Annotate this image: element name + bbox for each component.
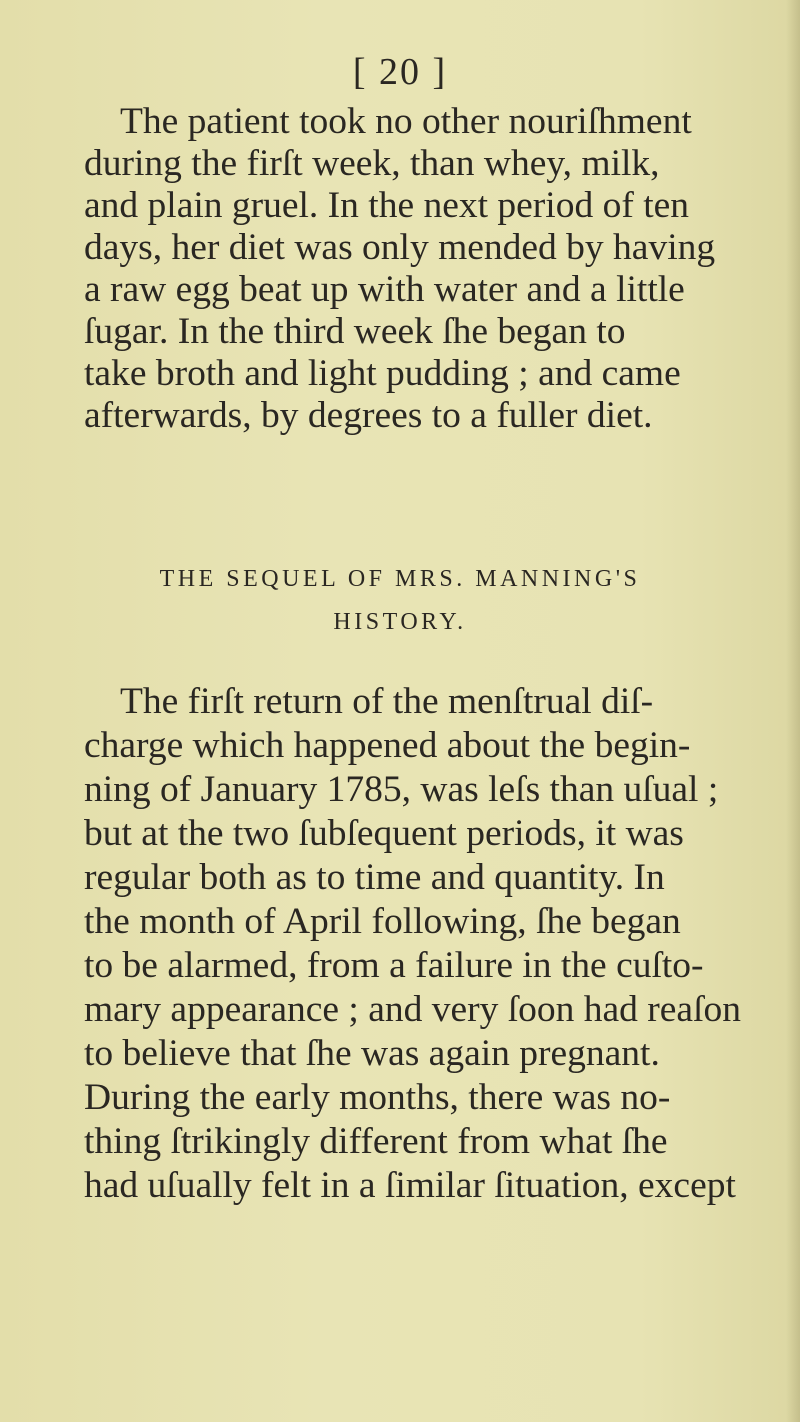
text-line: afterwards, by degrees to a fuller diet. [84,395,653,436]
text-line: ſugar. In the third week ſhe began to [84,311,626,352]
text-line: The firſt return of the menſtrual diſ- [120,681,654,722]
page-edge-shadow [786,0,800,1422]
text-line: thing ſtrikingly different from what ſhe [84,1121,668,1162]
heading-line: HISTORY. [333,609,467,635]
text-line: During the early months, there was no- [84,1077,671,1118]
text-line: to believe that ſhe was again pregnant. [84,1033,660,1074]
text-line: take broth and light pudding ; and came [84,353,681,394]
text-line: to be alarmed, from a failure in the cuſto- [84,945,704,986]
text-line: The patient took no other nouriſhment [120,101,692,142]
text-line: charge which happened about the begin- [84,725,691,766]
text-line: the month of April following, ſhe began [84,901,681,942]
text-line: days, her diet was only mended by having [84,227,716,268]
text-line: mary appearance ; and very ſoon had reaſon [84,989,741,1030]
page-number: [ 20 ] [352,51,448,93]
text-line: but at the two ſubſequent periods, it was [84,813,684,854]
text-line: regular both as to time and quantity. In [84,857,665,898]
text-line: and plain gruel. In the next period of ten [84,185,690,226]
text-line: had uſually felt in a ſimilar ſituation, except [84,1165,736,1206]
text-line: ning of January 1785, was leſs than uſual ; [84,769,719,810]
text-line: a raw egg beat up with water and a little [84,269,685,310]
heading-line: THE SEQUEL OF MRS. MANNING'S [159,566,641,592]
text-line: during the firſt week, than whey, milk, [84,143,660,184]
